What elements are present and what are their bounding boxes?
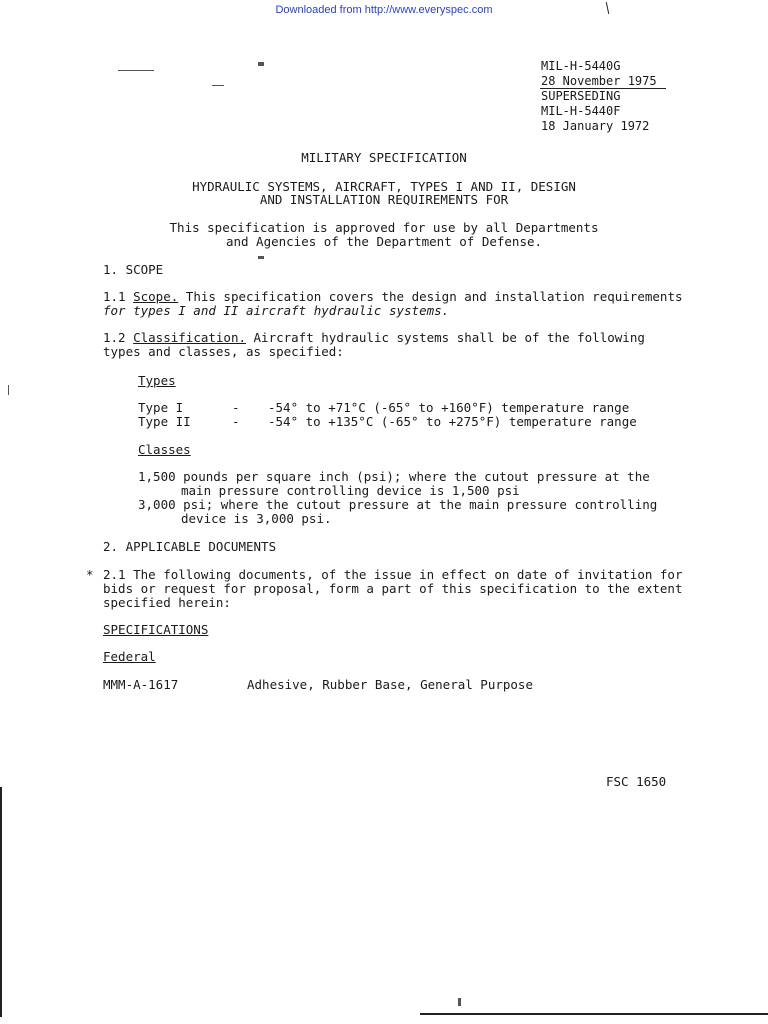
type-name: Type I (138, 400, 184, 415)
fsc-code: FSC 1650 (606, 774, 667, 789)
type-dash: - (232, 414, 240, 429)
scan-edge-bottom (420, 1013, 768, 1015)
type-dash: - (232, 400, 240, 415)
para-1-1-text: This specification covers the design and installation requirements (185, 289, 683, 304)
approval-line2: and Agencies of the Department of Defense. (225, 234, 543, 249)
type-range: -54° to +135°C (-65° to +275°F) temperature range (268, 414, 637, 429)
download-banner-link[interactable]: Downloaded from http://www.everyspec.com (275, 4, 493, 16)
doc-code: MMM-A-1617 (103, 677, 179, 692)
federal-heading: Federal (103, 649, 156, 664)
class-item-line1: 1,500 pounds per square inch (psi); where the cutout pressure at the (138, 469, 650, 484)
type-name: Type II (138, 414, 191, 429)
scan-speck (258, 62, 264, 66)
para-2-1-line2: bids or request for proposal, form a part of this specification to the extent (103, 581, 683, 596)
approval-line1: This specification is approved for use by all Departments (169, 220, 599, 235)
para-1-2-number: 1.2 (103, 330, 126, 345)
specifications-heading: SPECIFICATIONS (103, 622, 209, 637)
para-1-2 (103, 331, 645, 345)
spec-title-line1: HYDRAULIC SYSTEMS, AIRCRAFT, TYPES I AND II, DESIGN (192, 179, 576, 194)
scan-speck (8, 385, 9, 395)
spec-type-title: MILITARY SPECIFICATION (301, 150, 467, 165)
class-item-line2: main pressure controlling device is 1,500 psi (181, 483, 520, 498)
para-2-1-line1: 2.1 The following documents, of the issue in effect on date of invitation for (103, 567, 683, 582)
para-1-1-title: Scope. (133, 289, 179, 304)
para-1-1-number: 1.1 (103, 289, 126, 304)
para-1-2-text: Aircraft hydraulic systems shall be of the following (253, 330, 645, 345)
scan-speck (458, 998, 461, 1006)
doc-date: 28 November 1975 (541, 74, 657, 88)
doc-id: MIL-H-5440G (541, 59, 621, 73)
superseded-id: MIL-H-5440F (541, 104, 621, 118)
superseding-label: SUPERSEDING (541, 89, 621, 103)
para-1-1-text-cont: for types I and II aircraft hydraulic systems. (103, 303, 450, 318)
para-1-2-text-cont: types and classes, as specified: (103, 344, 344, 359)
spec-title-line2: AND INSTALLATION REQUIREMENTS FOR (259, 192, 509, 207)
scan-speck (212, 85, 224, 86)
scan-speck (118, 70, 154, 71)
para-1-2-title: Classification. (133, 330, 246, 345)
class-item-line1: 3,000 psi; where the cutout pressure at the main pressure controlling (138, 497, 658, 512)
para-2-1-line3: specified herein: (103, 595, 231, 610)
types-heading: Types (138, 373, 176, 388)
change-mark: * (86, 567, 94, 582)
para-1-1 (103, 290, 683, 304)
superseded-date: 18 January 1972 (541, 119, 650, 133)
type-range: -54° to +71°C (-65° to +160°F) temperature range (268, 400, 630, 415)
scan-speck (258, 256, 264, 259)
section1-heading: 1. SCOPE (103, 262, 164, 277)
section2-heading: 2. APPLICABLE DOCUMENTS (103, 539, 277, 554)
doc-title: Adhesive, Rubber Base, General Purpose (247, 677, 533, 692)
scan-edge-left (0, 787, 2, 1017)
classes-heading: Classes (138, 442, 191, 457)
class-item-line2: device is 3,000 psi. (181, 511, 332, 526)
